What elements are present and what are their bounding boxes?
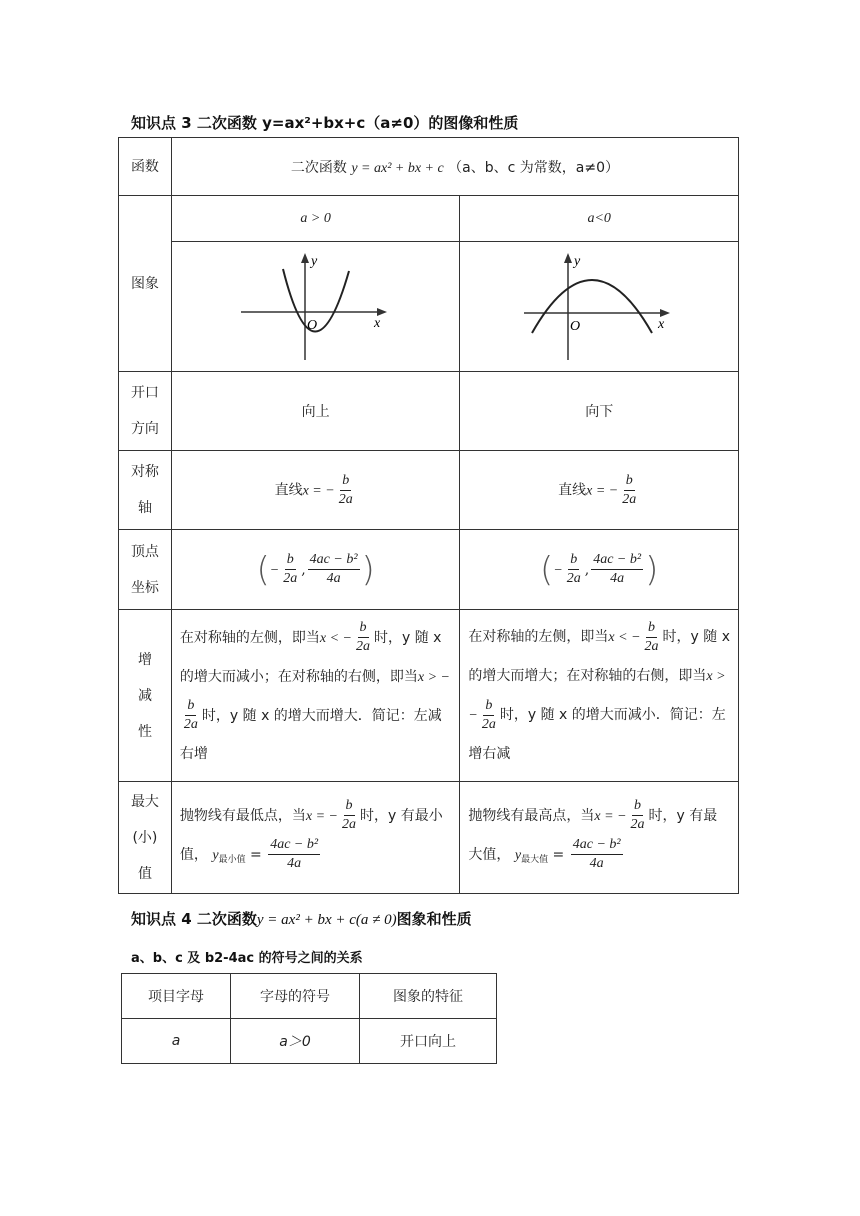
graph1-origin-label: O (306, 317, 317, 333)
graph2-y-label: y (574, 253, 581, 269)
mono-positive: 在对称轴的左侧，即当x < − $\frac{b}{2a}$ 时，y 随 x 的增大而减小；在对称轴的右侧，即当x > − $\frac{b}{2a}$ 时，y 随 x 的增大而增大．简记：左减右增 (171, 610, 460, 782)
downward-parabola-graph (514, 245, 684, 365)
axis-fraction: $\frac{b}{2a}$ (338, 472, 353, 507)
extreme-negative: 抛物线有最高点，当x = − $\frac{b}{2a}$ 时，y 有最大值， $y_{最大值}$ = $\frac{\text{4ac − b²}}{4a}$ (460, 782, 739, 894)
graph2-x-label: x (658, 316, 665, 332)
function-definition (171, 138, 738, 196)
axis-negative (460, 451, 739, 530)
axis-prefix: 直线 (274, 482, 303, 498)
cell-letter: a (122, 1019, 231, 1064)
axis-lhs: x = − (586, 483, 619, 498)
section4-title: 知识点 4 二次函数y = ax² + bx + c(a ≠ 0)图象和性质 (131, 910, 472, 928)
row-vertex (119, 530, 739, 610)
header-item: 项目字母 (122, 974, 231, 1019)
header-feature: 图象的特征 (360, 974, 497, 1019)
graph2-origin-label: O (570, 318, 581, 334)
row-axis (119, 451, 739, 530)
vertex-negative: (− $\frac{b}{2a}$ , $\frac{\text{4ac − b²}}{4a}$ ) (460, 530, 739, 610)
row-graph (119, 242, 739, 372)
axis-positive (171, 451, 460, 530)
row-function (119, 138, 739, 196)
row-monotonicity (119, 610, 739, 782)
row-cases (119, 196, 739, 242)
label-graph: 图象 (119, 196, 172, 372)
case-negative: a<0 (460, 196, 739, 242)
label-vertex: 顶点坐标 (119, 530, 172, 610)
graph1-x-label: x (373, 315, 380, 331)
section3-title: 知识点 3 二次函数 y=ax²+bx+c（a≠0）的图像和性质 (131, 114, 519, 132)
label-extreme: 最大(小)值 (119, 782, 172, 894)
axis-lhs: x = − (302, 483, 335, 498)
axis-fraction: $\frac{b}{2a}$ (622, 472, 637, 507)
opening-up: 向上 (171, 372, 460, 451)
row-extreme (119, 782, 739, 894)
function-formula: y = ax² + bx + c (351, 160, 444, 176)
extreme-positive: 抛物线有最低点，当x = − $\frac{b}{2a}$ 时，y 有最小值， $y_{最小值}$ = $\frac{\text{4ac − b²}}{4a}$ (171, 782, 460, 894)
sign-relation-table (121, 973, 497, 1064)
row-opening (119, 372, 739, 451)
graph1-y-label: y (310, 253, 317, 269)
cell-sign: a＞0 (231, 1019, 360, 1064)
label-axis: 对称轴 (119, 451, 172, 530)
opening-down: 向下 (460, 372, 739, 451)
function-suffix: （a、b、c 为常数，a≠0） (448, 159, 620, 176)
upward-parabola-graph (231, 245, 401, 365)
axis-prefix: 直线 (558, 482, 587, 498)
label-monotonicity: 增减性 (119, 610, 172, 782)
label-function: 函数 (119, 138, 172, 196)
function-prefix: 二次函数 (290, 159, 347, 176)
header-sign: 字母的符号 (231, 974, 360, 1019)
quadratic-properties-table (118, 137, 739, 894)
vertex-positive: (− $\frac{b}{2a}$ , $\frac{\text{4ac − b²}}{4a}$ ) (171, 530, 460, 610)
sign-table-header (122, 974, 497, 1019)
case-positive: a > 0 (171, 196, 460, 242)
sign-table-row (122, 1019, 497, 1064)
graph-upward (171, 242, 460, 372)
cell-feature: 开口向上 (360, 1019, 497, 1064)
section4-subtitle: a、b、c 及 b2-4ac 的符号之间的关系 (131, 951, 363, 966)
graph-downward (460, 242, 739, 372)
label-opening: 开口方向 (119, 372, 172, 451)
mono-negative: 在对称轴的左侧，即当x < − $\frac{b}{2a}$ 时，y 随 x 的增大而增大；在对称轴的右侧，即当x > − $\frac{b}{2a}$ 时，y 随 x 的增大而减小．简记：左增右减 (460, 610, 739, 782)
